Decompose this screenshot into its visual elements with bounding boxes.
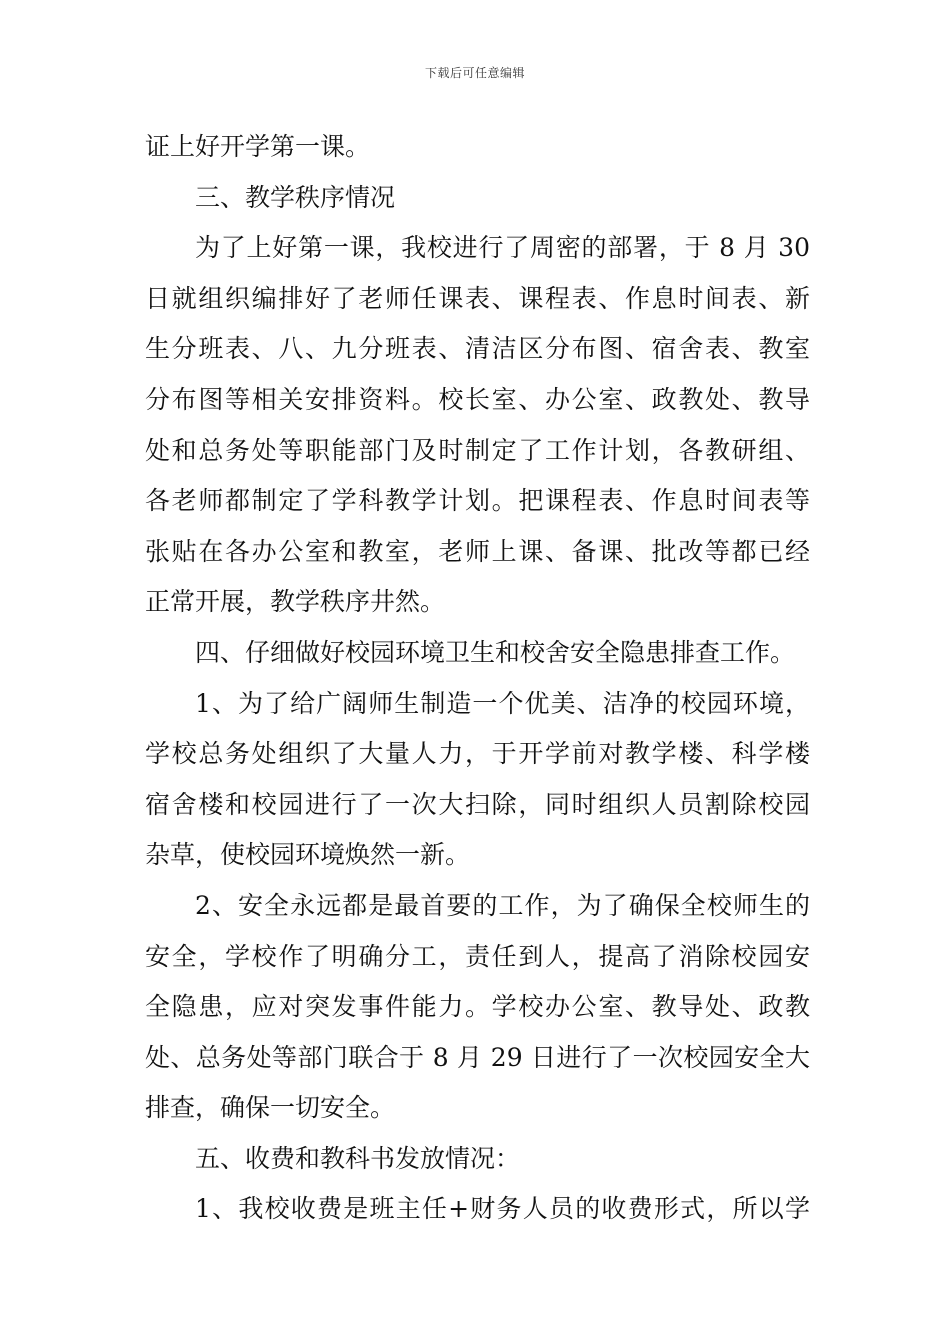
paragraph-line: 为了上好第一课，我校进行了周密的部署，于 8 月 30 bbox=[195, 233, 810, 263]
paragraph-line: 日就组织编排好了老师任课表、课程表、作息时间表、新 bbox=[145, 283, 810, 313]
paragraph-line: 分布图等相关安排资料。校长室、办公室、政教处、教导 bbox=[145, 384, 810, 414]
paragraph-line: 张贴在各办公室和教室，老师上课、备课、批改等都已经 bbox=[145, 536, 810, 566]
paragraph-line: 宿舍楼和校园进行了一次大扫除，同时组织人员割除校园 bbox=[145, 789, 810, 819]
paragraph-line: 排查，确保一切安全。 bbox=[145, 1093, 396, 1123]
paragraph-line: 正常开展，教学秩序井然。 bbox=[145, 587, 446, 617]
paragraph-line: 2、安全永远都是最首要的工作，为了确保全校师生的 bbox=[195, 890, 810, 920]
paragraph-line: 学校总务处组织了大量人力，于开学前对教学楼、科学楼 bbox=[145, 739, 810, 769]
document-body bbox=[145, 122, 810, 1235]
section-heading: 三、教学秩序情况 bbox=[195, 182, 396, 212]
paragraph-line: 处和总务处等职能部门及时制定了工作计划，各教研组、 bbox=[145, 435, 810, 465]
paragraph-line: 处、总务处等部门联合于 8 月 29 日进行了一次校园安全大 bbox=[145, 1042, 810, 1072]
section-heading: 五、收费和教科书发放情况： bbox=[195, 1143, 521, 1173]
paragraph-line: 全隐患，应对突发事件能力。学校办公室、教导处、政教 bbox=[145, 992, 810, 1022]
paragraph-line: 1、我校收费是班主任+财务人员的收费形式，所以学 bbox=[195, 1194, 810, 1224]
paragraph-line: 生分班表、八、九分班表、清洁区分布图、宿舍表、教室 bbox=[145, 334, 810, 364]
page-header: 下载后可任意编辑 bbox=[424, 66, 525, 80]
paragraph-line: 各老师都制定了学科教学计划。把课程表、作息时间表等 bbox=[145, 486, 810, 516]
paragraph-line: 1、为了给广阔师生制造一个优美、洁净的校园环境， bbox=[195, 688, 810, 718]
section-heading: 四、仔细做好校园环境卫生和校舍安全隐患排查工作。 bbox=[195, 637, 796, 667]
paragraph-line: 安全，学校作了明确分工，责任到人，提高了消除校园安 bbox=[145, 941, 810, 971]
paragraph-line: 杂草，使校园环境焕然一新。 bbox=[145, 840, 471, 870]
paragraph-line: 证上好开学第一课。 bbox=[145, 132, 371, 161]
